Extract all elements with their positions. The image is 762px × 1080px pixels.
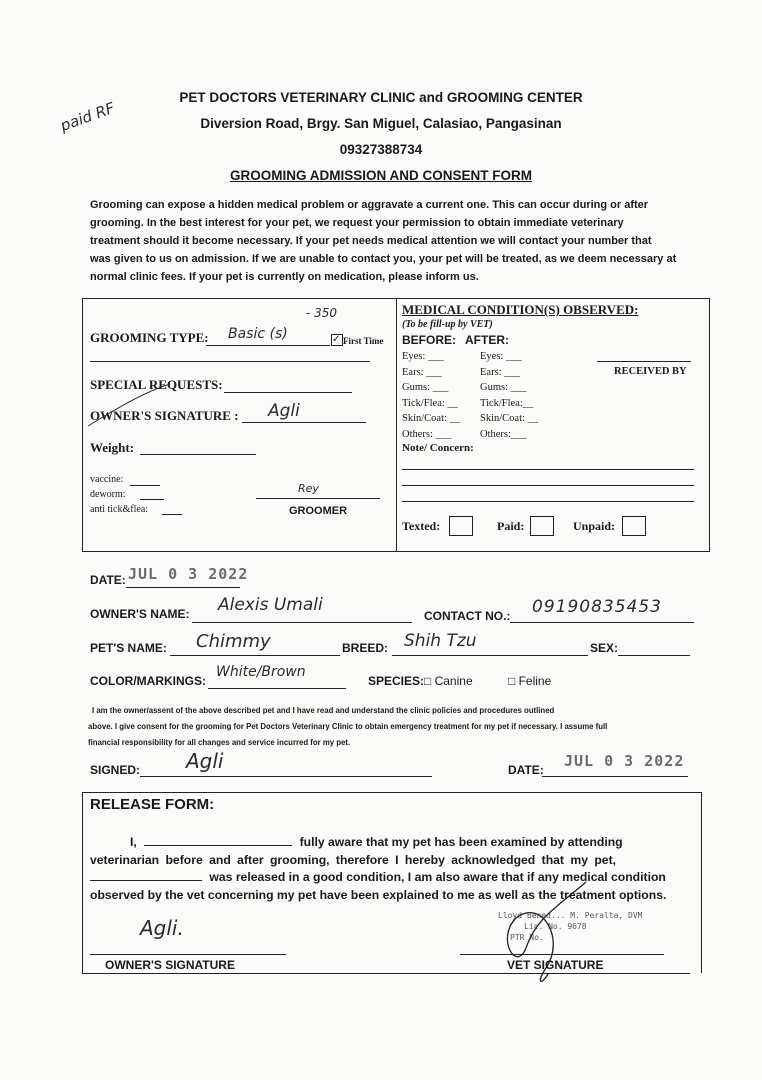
signed-line	[140, 776, 432, 777]
after-label: AFTER:	[465, 333, 509, 347]
vaccine-line	[130, 485, 160, 486]
release-owner-signature-value[interactable]: Agli.	[140, 916, 184, 940]
grooming-type-line-2	[90, 361, 370, 362]
special-requests-line	[224, 392, 352, 393]
color-value[interactable]: White/Brown	[216, 664, 306, 680]
contact-line	[510, 622, 694, 623]
color-label: COLOR/MARKINGS:	[90, 674, 206, 688]
signed-value[interactable]: Agli	[186, 749, 224, 773]
release-name-blank[interactable]	[144, 845, 292, 846]
after-item-label: Tick/Flea:	[480, 397, 523, 409]
first-time-label: First Time	[343, 336, 384, 346]
clinic-phone: 09327388734	[339, 142, 423, 157]
vet-signature-label: VET SIGNATURE	[507, 958, 604, 972]
breed-value[interactable]: Shih Tzu	[404, 631, 477, 651]
received-by-line	[597, 361, 691, 362]
intro-paragraph	[90, 196, 710, 286]
pet-name-line	[170, 655, 340, 656]
margin-note: paid RF	[58, 98, 117, 135]
consent-date-line	[542, 776, 688, 777]
before-item: Tick/Flea: __	[402, 397, 458, 409]
before-item: Others: ___	[402, 428, 452, 440]
release-line-1	[90, 835, 690, 849]
clinic-address: Diversion Road, Brgy. San Miguel, Calasiao, Pangasinan	[200, 116, 562, 131]
release-text: was released in a good condition, I am also aware that if any medical condition	[209, 870, 666, 884]
after-item: Gums: ___	[480, 382, 527, 393]
vaccine-label: vaccine:	[90, 474, 124, 485]
groomer-signature[interactable]: Rey	[298, 482, 319, 495]
admission-date-line	[126, 587, 240, 588]
before-item-label: Gums:	[402, 382, 431, 393]
before-item-label: Tick/Flea:	[402, 397, 445, 409]
box-divider	[396, 299, 397, 551]
consent-line: financial responsibility for all changes and service incurred for my pet.	[88, 738, 351, 747]
paid-label: Paid:	[497, 519, 525, 533]
note-line[interactable]	[402, 501, 694, 502]
before-item: Gums: ___	[402, 382, 449, 393]
owner-name-label: OWNER'S NAME:	[90, 607, 190, 621]
grooming-type-label: GROOMING TYPE:	[90, 330, 209, 345]
weight-line	[140, 454, 256, 455]
grooming-type-line	[206, 345, 330, 346]
owner-signature-value[interactable]: Agli	[268, 401, 300, 421]
after-item: Eyes: ___	[480, 351, 522, 362]
before-item: Skin/Coat: __	[402, 413, 461, 424]
intro-line: was given to us on admission. If we are unable to contact you, your pet will be treated, as we deem necessary at	[90, 253, 677, 265]
pet-name-label: PET'S NAME:	[90, 641, 167, 655]
release-bottom-line	[82, 973, 690, 974]
feline-label: Feline	[518, 674, 552, 688]
consent-date-label: DATE:	[508, 763, 544, 777]
medical-subtitle: (To be fill-up by VET)	[402, 319, 493, 330]
after-item: Tick/Flea:__	[480, 397, 534, 409]
anti-tick-line	[162, 514, 182, 515]
color-line	[208, 688, 346, 689]
release-line-4: observed by the vet concerning my pet have been explained to me as well as the treatment options.	[90, 888, 667, 902]
intro-line: grooming. In the best interest for your pet, we request your permission to obtain immediate veterinary	[90, 217, 624, 229]
breed-line	[392, 655, 588, 656]
texted-checkbox[interactable]	[449, 516, 473, 536]
deworm-line	[140, 499, 164, 500]
before-label: BEFORE:	[402, 333, 456, 347]
release-text: fully aware that my pet has been examined by attending	[299, 835, 623, 849]
received-by-label: RECEIVED BY	[614, 366, 687, 377]
vet-signature-scribble-icon	[486, 878, 616, 993]
after-item: Others:___	[480, 428, 527, 440]
note-line[interactable]	[402, 469, 694, 470]
pet-name-value[interactable]: Chimmy	[196, 631, 271, 652]
form-title: GROOMING ADMISSION AND CONSENT FORM	[230, 168, 532, 183]
signed-label: SIGNED:	[90, 763, 141, 777]
vet-signature-line	[460, 954, 664, 955]
canine-checkbox[interactable]: □	[424, 674, 432, 688]
note-line[interactable]	[402, 485, 694, 486]
after-item-label: Others:	[480, 428, 511, 440]
canine-option[interactable]	[424, 674, 473, 688]
anti-tick-label: anti tick&flea:	[90, 504, 149, 515]
species-label: SPECIES:	[368, 674, 425, 688]
vet-stamp-name: Lloyd Bened... M. Peralta, DVM	[498, 911, 643, 920]
signature-scribble-icon	[84, 380, 174, 435]
owner-signature-line	[242, 422, 366, 423]
consent-paragraph	[88, 703, 708, 751]
texted-label: Texted:	[402, 519, 441, 533]
intro-line: Grooming can expose a hidden medical problem or aggravate a current one. This can occur during or after	[90, 199, 649, 211]
release-owner-signature-line	[90, 954, 286, 955]
intro-line: normal clinic fees. If your pet is currently on medication, please inform us.	[90, 271, 479, 283]
before-item-label: Eyes:	[402, 351, 426, 362]
weight-label: Weight:	[90, 440, 135, 455]
consent-date-stamp: JUL 0 3 2022	[564, 752, 685, 770]
before-item: Ears: ___	[402, 366, 442, 378]
feline-checkbox[interactable]: □	[508, 674, 516, 688]
first-time-checkbox[interactable]: ✓	[331, 334, 343, 346]
grooming-type-value[interactable]: Basic (s)	[228, 326, 288, 342]
breed-label: BREED:	[342, 641, 389, 655]
release-line-2: veterinarian before and after grooming, therefore I hereby acknowledged that my pet,	[90, 853, 617, 867]
release-owner-signature-label: OWNER'S SIGNATURE	[105, 958, 235, 972]
sex-line	[618, 655, 690, 656]
after-item: Ears: ___	[480, 366, 520, 378]
after-list	[480, 349, 538, 442]
note-concern-label: Note/ Concern:	[402, 442, 474, 454]
medical-title: MEDICAL CONDITION(S) OBSERVED:	[402, 302, 639, 317]
canine-label: Canine	[434, 674, 473, 688]
unpaid-label: Unpaid:	[573, 519, 616, 533]
owner-signature-label: OWNER'S SIGNATURE :	[90, 408, 239, 423]
price-note: - 350	[306, 306, 338, 320]
feline-option[interactable]	[508, 674, 551, 688]
intro-line: treatment should it become necessary. If your pet needs medical attention we will contact your number that	[90, 235, 652, 247]
owner-name-value[interactable]: Alexis Umali	[218, 595, 323, 615]
before-item: Eyes: ___	[402, 351, 444, 362]
after-item-label: Skin/Coat:	[480, 413, 525, 424]
before-list	[402, 349, 460, 442]
before-item-label: Others:	[402, 428, 433, 440]
consent-line: above. I give consent for the grooming for Pet Doctors Veterinary Clinic to obtain emergency treatment for my pet if necessary. I assume full	[88, 722, 608, 731]
after-item-label: Gums:	[480, 382, 509, 393]
groomer-line	[256, 498, 380, 499]
contact-label: CONTACT NO.:	[424, 609, 511, 623]
vet-stamp-lic: Lic. No. 9678	[524, 922, 587, 931]
contact-value[interactable]: 09190835453	[532, 597, 662, 617]
vet-stamp-ptr: PTR No.	[510, 933, 544, 942]
release-pet-blank[interactable]	[90, 880, 202, 881]
admission-date-label: DATE:	[90, 573, 126, 587]
before-item-label: Skin/Coat:	[402, 413, 447, 424]
before-item-label: Ears:	[402, 366, 424, 378]
unpaid-checkbox[interactable]	[622, 516, 646, 536]
after-item-label: Ears:	[480, 366, 502, 378]
deworm-label: deworm:	[90, 489, 126, 500]
after-item-label: Eyes:	[480, 351, 504, 362]
release-i: I,	[130, 835, 137, 849]
release-title: RELEASE FORM:	[90, 796, 215, 813]
admission-date-stamp: JUL 0 3 2022	[128, 565, 249, 583]
clinic-name: PET DOCTORS VETERINARY CLINIC and GROOMING CENTER	[179, 90, 583, 105]
sex-label: SEX:	[590, 641, 619, 655]
after-item: Skin/Coat: __	[480, 413, 539, 424]
paid-checkbox[interactable]	[530, 516, 554, 536]
groomer-label: GROOMER	[288, 505, 348, 517]
owner-name-line	[192, 622, 412, 623]
special-requests-label: SPECIAL REQUESTS:	[90, 377, 223, 392]
consent-line: I am the owner/assent of the above described pet and I have read and understand the clinic policies and procedures outlined	[92, 706, 555, 715]
